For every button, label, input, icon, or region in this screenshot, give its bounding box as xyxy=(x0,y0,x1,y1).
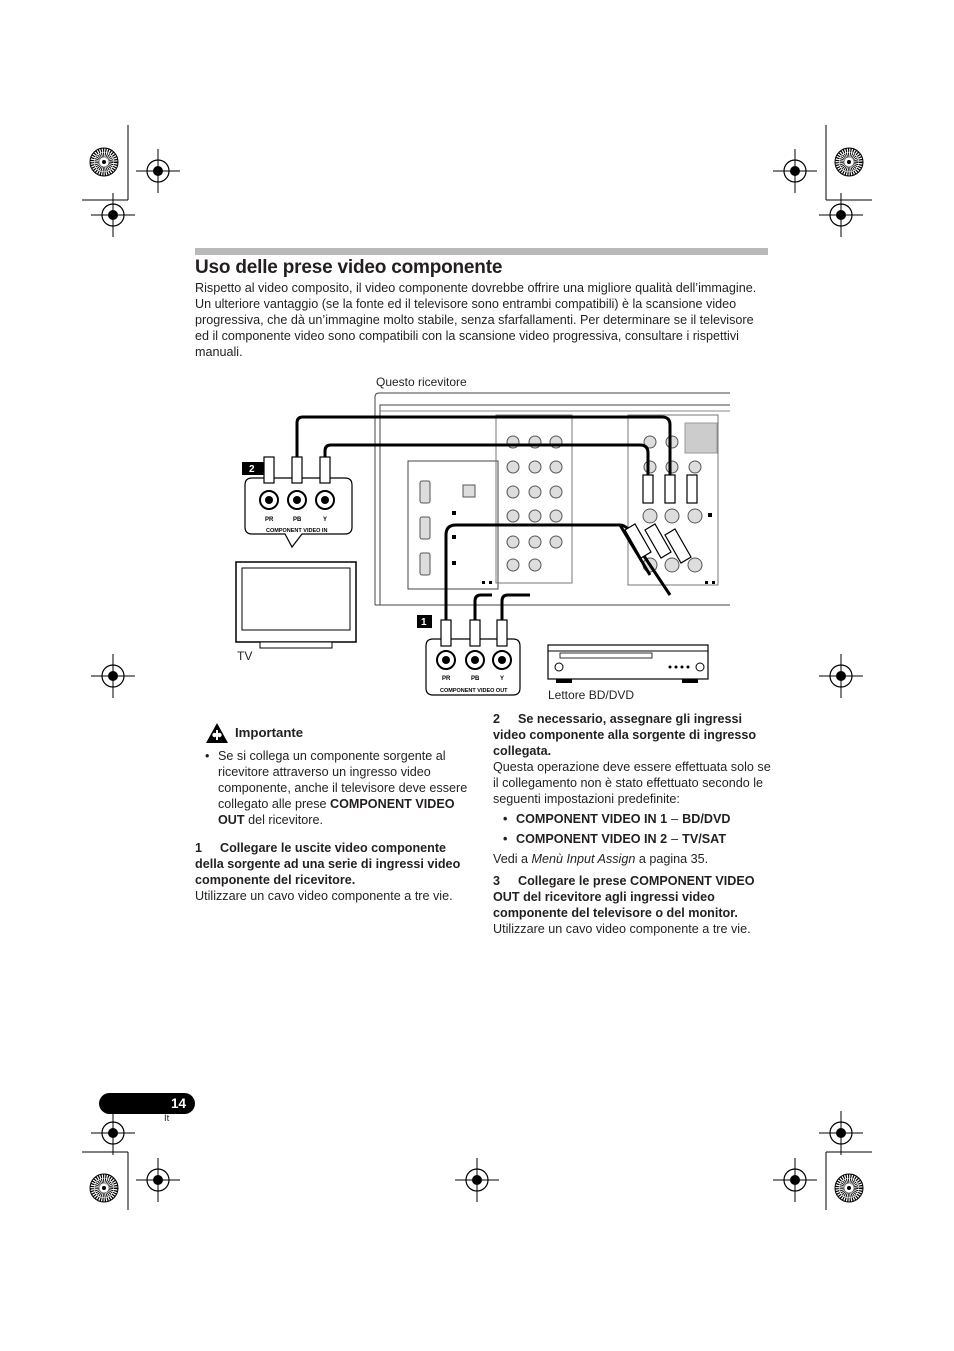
receiver-plugs xyxy=(625,475,697,563)
tv-illustration xyxy=(236,562,356,663)
step-2-heading: 2 Se necessario, assegnare gli ingressi video componente alla sorgente di ingresso collegata. xyxy=(493,712,757,758)
svg-text:Y: Y xyxy=(323,517,328,523)
step-1-heading: 1 Collegare le uscite video componente della sorgente ad una serie di ingressi video componente del ricevitore. xyxy=(195,841,461,887)
step-2-body: Questa operazione deve essere effettuata solo se il collegamento non è stato effettuato secondo le seguenti impostazioni predefinite: xyxy=(493,760,771,806)
svg-text:1: 1 xyxy=(421,617,427,628)
player-label: Lettore BD/DVD xyxy=(548,688,635,702)
svg-text:PB: PB xyxy=(293,517,302,523)
section-rule xyxy=(195,248,768,255)
page-language: It xyxy=(164,1113,170,1124)
svg-text:Y: Y xyxy=(500,676,505,682)
page-number: 14 xyxy=(170,1096,186,1111)
receiver-label: Questo ricevitore xyxy=(376,375,467,389)
important-warning-icon xyxy=(205,722,229,744)
default-assignment-2: • COMPONENT VIDEO IN 2 – TV/SAT xyxy=(503,832,727,846)
step-2-reference: Vedi a Menù Input Assign a pagina 35. xyxy=(493,852,709,866)
important-heading: Importante xyxy=(205,722,470,744)
step-3-body: Utilizzare un cavo video componente a tre vie. xyxy=(493,922,751,936)
tv-jack-panel xyxy=(242,457,352,547)
important-note: • Se si collega un componente sorgente al ricevitore attraverso un ingresso video componente, anche il televisore deve essere collegato alle prese COMPONENT VIDEO OUT del ricevitore. xyxy=(205,749,468,827)
right-column xyxy=(493,711,771,937)
svg-text:2: 2 xyxy=(249,464,255,475)
bd-player-illustration xyxy=(548,645,708,702)
intro-paragraph: Rispetto al video composito, il video componente dovrebbe offrire una migliore qualità dell’immagine. Un ulteriore vantaggio (se la fonte ed il televisore sono entrambi compatibili) è la scansione video progressiva, che dà un’immagine molto stabile, senza sfarfallamenti. Per determinare se il televisore ed il componente video sono compatibili con la scansione video progressiva, consultare i rispettivi manuali. xyxy=(195,281,757,359)
svg-text:COMPONENT VIDEO OUT: COMPONENT VIDEO OUT xyxy=(440,688,508,694)
svg-text:PB: PB xyxy=(471,676,480,682)
svg-text:PR: PR xyxy=(442,676,451,682)
player-jack-panel xyxy=(417,615,520,695)
left-column xyxy=(195,722,470,904)
tv-label: TV xyxy=(237,649,253,663)
input-assign-link[interactable]: Menù Input Assign xyxy=(531,852,636,866)
svg-text:PR: PR xyxy=(265,517,274,523)
default-assignment-1: • COMPONENT VIDEO IN 1 – BD/DVD xyxy=(503,812,731,826)
section-title: Uso delle prese video componente xyxy=(195,257,503,278)
step-3-heading: 3 Collegare le prese COMPONENT VIDEO OUT del ricevitore agli ingressi video componente del televisore o del monitor. xyxy=(493,874,755,920)
connection-diagram xyxy=(230,375,730,715)
step-1-body: Utilizzare un cavo video componente a tre vie. xyxy=(195,889,453,903)
svg-text:COMPONENT VIDEO IN: COMPONENT VIDEO IN xyxy=(266,528,328,534)
